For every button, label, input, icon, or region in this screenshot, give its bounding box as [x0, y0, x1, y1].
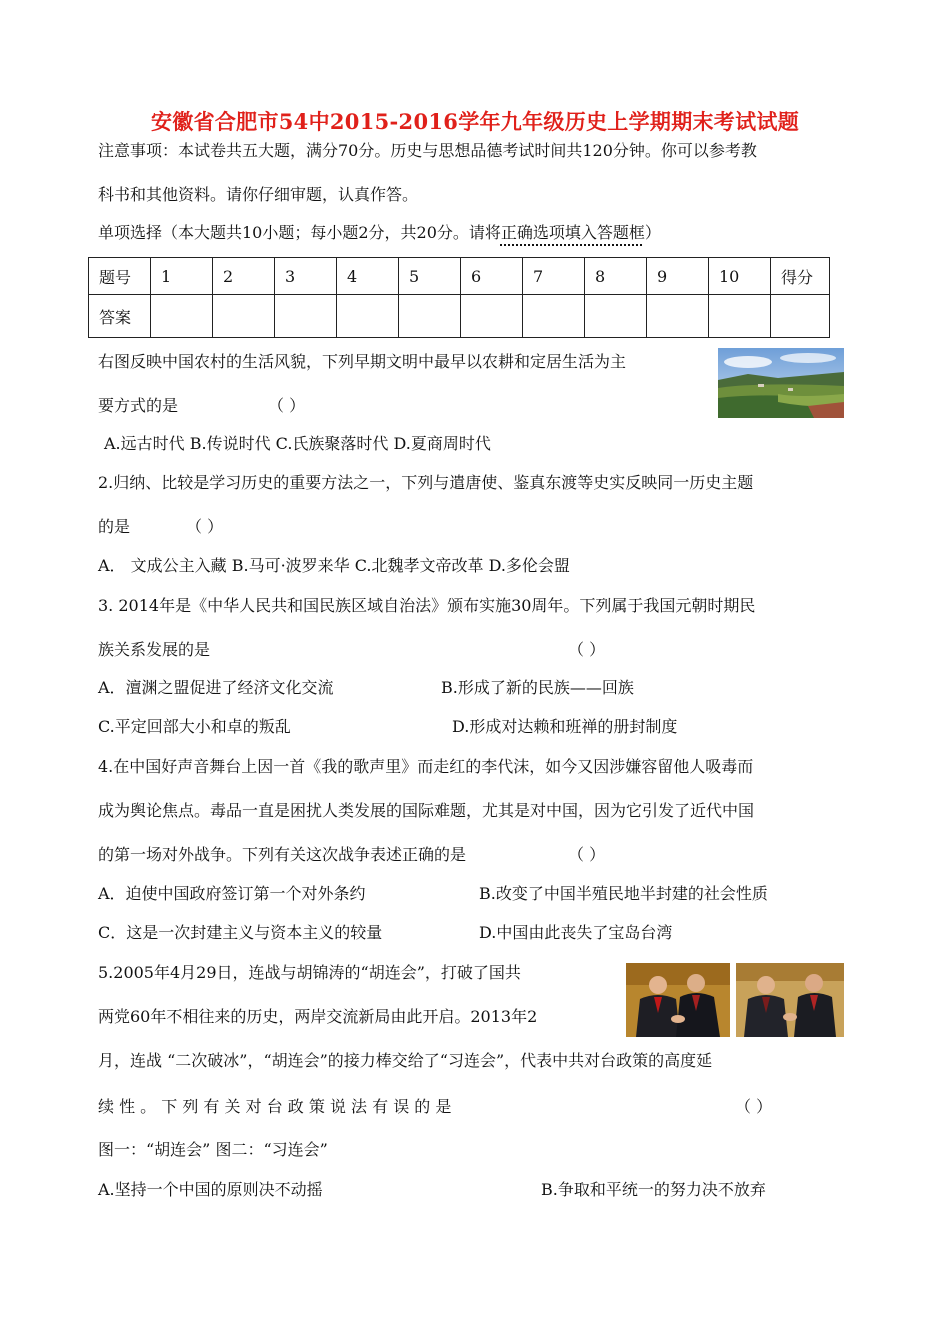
q5-line-3: 月，连战 “二次破冰”，“胡连会”的接力棒交给了“习连会”，代表中共对台政策的高度延 — [98, 1051, 713, 1070]
score-cell[interactable] — [771, 295, 830, 338]
answer-cell[interactable] — [213, 295, 275, 338]
q5-option-a: A.坚持一个中国的原则决不动摇 — [98, 1180, 323, 1199]
table-cell: 2 — [213, 258, 275, 295]
answer-cell[interactable] — [709, 295, 771, 338]
notice-line-1: 注意事项：本试卷共五大题，满分70分。历史与思想品德考试时间共120分钟。你可以参考教 — [98, 141, 757, 160]
answer-table-answer-row — [89, 295, 830, 338]
table-cell: 题号 — [89, 258, 151, 295]
answer-table-header-row — [89, 258, 830, 295]
table-cell: 7 — [523, 258, 585, 295]
q5-figure-captions: 图一：“胡连会” 图二：“习连会” — [98, 1140, 328, 1159]
q4-line-3: 的第一场对外战争。下列有关这次战争表述正确的是 — [98, 845, 467, 864]
xi-lian-meeting-photo — [736, 963, 844, 1037]
answer-cell[interactable] — [647, 295, 709, 338]
q1-line-1: 右图反映中国农村的生活风貌，下列早期文明中最早以农耕和定居生活为主 — [98, 352, 627, 371]
section-heading-prefix: 单项选择（本大题共10小题；每小题2分，共20分。请将 — [98, 223, 501, 242]
answer-cell[interactable] — [461, 295, 523, 338]
answer-cell[interactable] — [337, 295, 399, 338]
q5-line-1: 5.2005年4月29日，连战与胡锦涛的“胡连会”，打破了国共 — [98, 963, 521, 982]
q2-line-1: 2.归纳、比较是学习历史的重要方法之一，下列与遣唐使、鉴真东渡等史实反映同一历史主题 — [98, 473, 754, 492]
q4-option-a: A．迫使中国政府签订第一个对外条约 — [98, 884, 366, 903]
page-title: 安徽省合肥市54中2015-2016学年九年级历史上学期期末考试试题 — [150, 109, 800, 134]
q5-line-4: 续 性 。 下 列 有 关 对 台 政 策 说 法 有 误 的 是 — [98, 1097, 452, 1116]
answer-cell[interactable] — [523, 295, 585, 338]
section-heading — [98, 223, 661, 243]
q3-answer-paren: （ ） — [568, 640, 606, 659]
q1-answer-paren: （ ） — [268, 396, 306, 415]
table-cell: 4 — [337, 258, 399, 295]
q5-option-b: B.争取和平统一的努力决不放弃 — [541, 1180, 766, 1199]
q3-option-a: A．澶渊之盟促进了经济文化交流 — [98, 678, 334, 697]
rural-landscape-photo — [718, 348, 844, 418]
hu-lian-meeting-photo — [626, 963, 730, 1037]
table-cell: 6 — [461, 258, 523, 295]
q3-line-1: 3. 2014年是《中华人民共和国民族区域自治法》颁布实施30周年。下列属于我国元朝时期民 — [98, 596, 756, 615]
table-cell: 3 — [275, 258, 337, 295]
q4-option-d: D.中国由此丧失了宝岛台湾 — [479, 923, 673, 942]
q3-line-2: 族关系发展的是 — [98, 640, 211, 659]
q2-options: A． 文成公主入藏 B.马可·波罗来华 C.北魏孝文帝改革 D.多伦会盟 — [98, 556, 570, 575]
q1-options: A.远古时代 B.传说时代 C.氏族聚落时代 D.夏商周时代 — [104, 434, 491, 453]
answer-table — [88, 257, 830, 338]
section-heading-emphasis: 正确选项填入答题框 — [500, 223, 645, 242]
q3-option-c: C.平定回部大小和卓的叛乱 — [98, 717, 291, 736]
table-cell: 9 — [647, 258, 709, 295]
q4-line-1: 4.在中国好声音舞台上因一首《我的歌声里》而走红的李代沫，如今又因涉嫌容留他人吸毒而 — [98, 757, 754, 776]
notice-line-2: 科书和其他资料。请你仔细审题，认真作答。 — [98, 185, 419, 204]
table-cell: 1 — [151, 258, 213, 295]
table-cell: 得分 — [771, 258, 830, 295]
table-cell: 10 — [709, 258, 771, 295]
q1-line-2: 要方式的是 — [98, 396, 179, 415]
q2-answer-paren: （ ） — [186, 517, 224, 536]
answer-cell[interactable] — [585, 295, 647, 338]
q4-option-c: C．这是一次封建主义与资本主义的较量 — [98, 923, 383, 942]
answer-cell[interactable] — [275, 295, 337, 338]
table-cell: 8 — [585, 258, 647, 295]
q5-line-2: 两党60年不相往来的历史，两岸交流新局由此开启。2013年2 — [98, 1007, 538, 1026]
answer-cell[interactable] — [399, 295, 461, 338]
section-heading-suffix: ） — [644, 223, 661, 242]
q4-line-2: 成为舆论焦点。毒品一直是困扰人类发展的国际难题，尤其是对中国，因为它引发了近代中国 — [98, 801, 755, 820]
q3-option-b: B.形成了新的民族——回族 — [441, 678, 634, 697]
q4-answer-paren: （ ） — [568, 845, 606, 864]
table-cell: 答案 — [89, 295, 151, 338]
q2-line-2: 的是 — [98, 517, 131, 536]
answer-cell[interactable] — [151, 295, 213, 338]
q4-option-b: B.改变了中国半殖民地半封建的社会性质 — [479, 884, 768, 903]
q3-option-d: D.形成对达赖和班禅的册封制度 — [452, 717, 678, 736]
q5-answer-paren: （ ） — [735, 1097, 773, 1116]
table-cell: 5 — [399, 258, 461, 295]
